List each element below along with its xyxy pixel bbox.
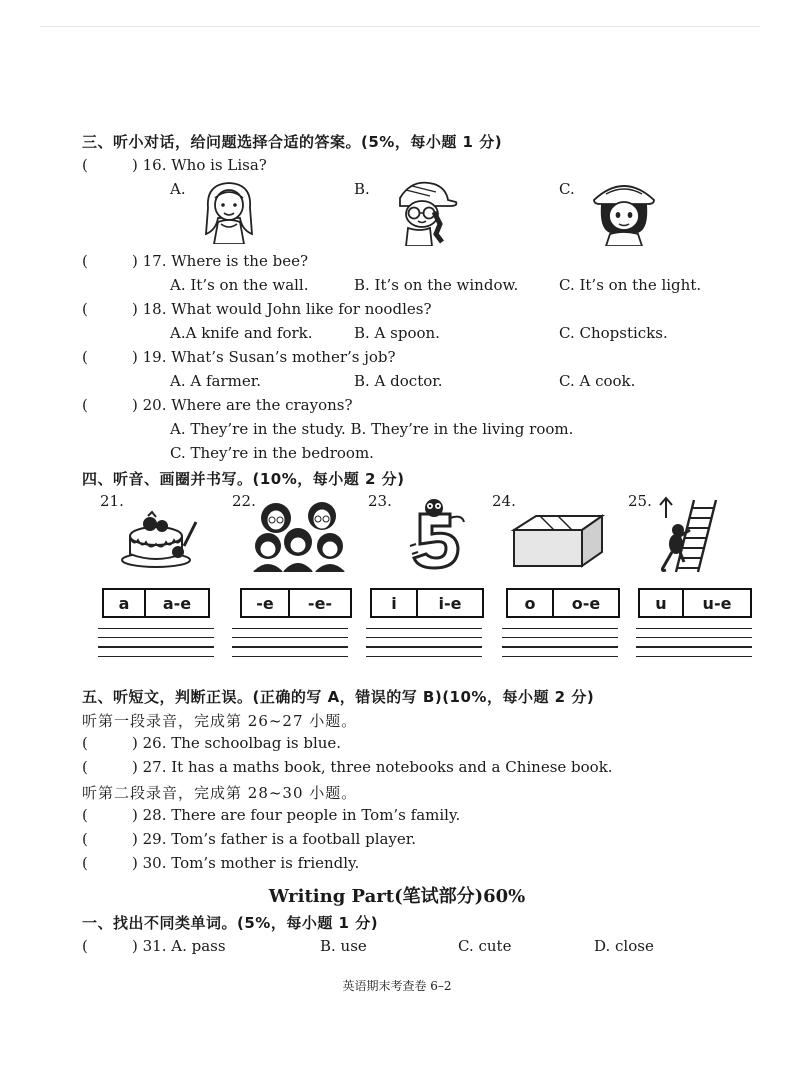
q31-stem: ) 31. A. pass [132,937,226,955]
phonics-option-right[interactable]: u-e [682,590,750,616]
phonics-option-left[interactable]: u [655,593,667,613]
item-23-number: 23. [368,492,392,510]
phonics-choice-24[interactable] [506,588,620,618]
phonics-option-right[interactable]: a-e [144,590,208,616]
phonics-option-right[interactable]: -e- [288,590,350,616]
q18-option-a: A.A knife and fork. [170,324,313,342]
phonics-option-right[interactable]: i-e [416,590,482,616]
q20-stem: ) 20. Where are the crayons? [132,396,353,414]
monkey-ladder-icon [654,496,726,574]
girl-cap-glasses-icon [386,176,460,246]
writing-part-title: Writing Part(笔试部分)60% [268,886,526,907]
q31-option-d: D. close [594,937,654,955]
q16-option-b: B. [354,180,370,198]
answer-paren: ( [82,854,88,872]
q17-option-b: B. It’s on the window. [354,276,519,294]
answer-paren: ( [82,156,88,174]
q17-option-c: C. It’s on the light. [559,276,702,294]
box-icon [510,512,606,568]
q20-options-ab: A. They’re in the study. B. They’re in the living room. [170,420,574,438]
writing-lines-24[interactable] [502,628,618,665]
answer-paren: ( [82,300,88,318]
phonics-choice-21[interactable] [102,588,210,618]
answer-paren: ( [82,937,88,955]
section-3-title: 三、听小对话，给问题选择合适的答案。(5%，每小题 1 分) [82,133,503,151]
q18-option-b: B. A spoon. [354,324,440,342]
q19-option-a: A. A farmer. [170,372,262,390]
q19-stem: ) 19. What’s Susan’s mother’s job? [132,348,396,366]
cake-icon [118,502,200,570]
q18-stem: ) 18. What would John like for noodles? [132,300,432,318]
phonics-choice-22[interactable] [240,588,352,618]
q19-option-b: B. A doctor. [354,372,443,390]
girl-sun-hat-icon [588,176,660,246]
q16-stem: ) 16. Who is Lisa? [132,156,267,174]
q26-stem: ) 26. The schoolbag is blue. [132,734,342,752]
answer-paren: ( [82,734,88,752]
section-4-title: 四、听音、画圈并书写。(10%，每小题 2 分) [82,470,405,488]
phonics-option-left[interactable]: -e [256,593,274,613]
writing-lines-22[interactable] [232,628,348,665]
answer-paren: ( [82,348,88,366]
part-2-instruction: 听第二段录音，完成第 28~30 小题。 [82,784,358,802]
q31-option-c: C. cute [458,937,512,955]
q20-option-c: C. They’re in the bedroom. [170,444,374,462]
q18-option-c: C. Chopsticks. [559,324,668,342]
q30-stem: ) 30. Tom’s mother is friendly. [132,854,360,872]
answer-paren: ( [82,396,88,414]
answer-paren: ( [82,252,88,270]
q31-option-b: B. use [320,937,367,955]
writing-section-1-title: 一、找出不同类单词。(5%，每小题 1 分) [82,914,379,932]
q17-stem: ) 17. Where is the bee? [132,252,309,270]
answer-paren: ( [82,806,88,824]
q16-option-c: C. [559,180,575,198]
item-25-number: 25. [628,492,652,510]
top-rule [40,26,760,27]
q29-stem: ) 29. Tom’s father is a football player. [132,830,417,848]
q19-option-c: C. A cook. [559,372,636,390]
phonics-choice-23[interactable] [370,588,484,618]
girl-long-hair-icon [196,178,262,244]
item-22-number: 22. [232,492,256,510]
q28-stem: ) 28. There are four people in Tom’s family. [132,806,461,824]
phonics-option-left[interactable]: i [391,593,397,613]
q17-option-a: A. It’s on the wall. [170,276,309,294]
writing-lines-23[interactable] [366,628,482,665]
item-21-number: 21. [100,492,124,510]
phonics-choice-25[interactable] [638,588,752,618]
section-5-title: 五、听短文，判断正误。(正确的写 A，错误的写 B)(10%，每小题 2 分) [82,688,595,706]
writing-lines-25[interactable] [636,628,752,665]
phonics-option-left[interactable]: a [118,593,130,613]
q27-stem: ) 27. It has a maths book, three notebooks and a Chinese book. [132,758,613,776]
answer-paren: ( [82,758,88,776]
answer-paren: ( [82,830,88,848]
page-footer: 英语期末考查卷 6–2 [342,979,452,993]
part-1-instruction: 听第一段录音，完成第 26~27 小题。 [82,712,358,730]
q16-option-a: A. [170,180,186,198]
family-icon [248,500,352,572]
item-24-number: 24. [492,492,516,510]
number-five-icon [404,496,468,572]
writing-lines-21[interactable] [98,628,214,665]
phonics-option-right[interactable]: o-e [552,590,618,616]
phonics-option-left[interactable]: o [524,593,536,613]
